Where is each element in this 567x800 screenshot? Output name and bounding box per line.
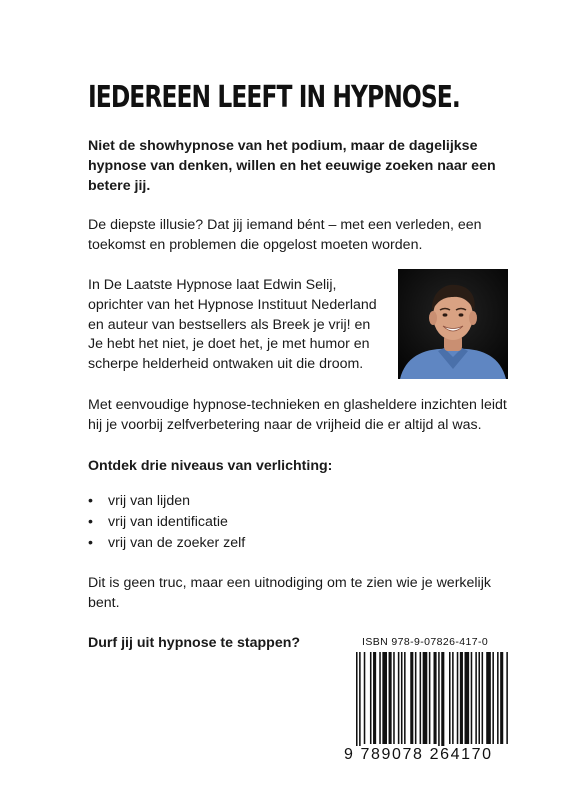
barcode-bar [465, 652, 470, 744]
barcode-digits: 9 789078 264170 [344, 746, 493, 763]
barcode-bar [415, 652, 417, 744]
author-portrait-image [398, 269, 508, 379]
barcode-bar [401, 652, 403, 744]
barcode-bar [438, 652, 440, 746]
barcode-bar [482, 652, 484, 744]
bullet-icon: • [88, 514, 93, 530]
barcode-bar [475, 652, 477, 744]
bullet-icon: • [88, 535, 93, 551]
list-item [88, 533, 245, 554]
list-item [88, 512, 245, 533]
barcode-bar [364, 652, 366, 744]
barcode-bar [506, 652, 508, 744]
levels-list [88, 491, 245, 554]
barcode-bar [393, 652, 395, 744]
barcode-bar [410, 652, 413, 744]
isbn-label: ISBN 978-9-07826-417-0 [362, 636, 489, 648]
list-item [88, 491, 245, 512]
barcode-bar [492, 652, 494, 744]
barcode-bars [344, 650, 512, 746]
barcode-bar [471, 652, 473, 744]
barcode-bar [359, 652, 361, 746]
barcode-bar [420, 652, 422, 744]
barcode-bar [370, 652, 372, 744]
barcode-bar [460, 652, 463, 744]
barcode-bar [478, 652, 480, 744]
barcode-bar [457, 652, 459, 744]
barcode-bar [449, 652, 451, 744]
barcode-bar [389, 652, 392, 744]
method-paragraph: Met eenvoudige hypnose-technieken en glasheldere inzichten leidt hij je voorbij zelfverbetering naar de vrijheid die er altijd al was. [88, 397, 507, 433]
list-item-text: vrij van identificatie [108, 514, 228, 530]
list-item-text: vrij van lijden [108, 493, 191, 509]
barcode-bar [379, 652, 381, 744]
headline: IEDEREEN LEEFT IN HYPNOSE. [88, 80, 460, 115]
barcode-bar [404, 652, 406, 744]
author-paragraph: In De Laatste Hypnose laat Edwin Selij, oprichter van het Hypnose Instituut Nederland en auteur van bestsellers als Breek je vrij! en Je hebt het niet, je doet het, je met humor en scherpe helderheid ontwaken uit die droom. [88, 277, 377, 373]
illusion-paragraph: De diepste illusie? Dat jij iemand bént – met een verleden, een toekomst en problemen die opgelost moeten worden. [88, 217, 482, 253]
intro-paragraph: Niet de showhypnose van het podium, maar de dagelijkse hypnose van denken, willen en het eeuwige zoeken naar een betere jij. [88, 138, 496, 194]
barcode-bar [373, 652, 376, 744]
barcode-bar [452, 652, 454, 744]
barcode-bar [434, 652, 437, 744]
barcode-bar [429, 652, 431, 744]
barcode-bar [500, 652, 503, 744]
barcode-bar [356, 652, 358, 746]
barcode-bar [398, 652, 400, 744]
barcode-bar [441, 652, 444, 746]
discover-heading: Ontdek drie niveaus van verlichting: [88, 458, 333, 474]
barcode-bar [486, 652, 491, 744]
list-item-text: vrij van de zoeker zelf [108, 535, 246, 551]
barcode-bar [382, 652, 387, 744]
question-paragraph: Durf jij uit hypnose te stappen? [88, 635, 301, 651]
bullet-icon: • [88, 493, 93, 509]
author-photo [398, 269, 508, 379]
barcode-bar [497, 652, 499, 744]
invite-paragraph: Dit is geen truc, maar een uitnodiging om te zien wie je werkelijk bent. [88, 575, 491, 611]
barcode-bar [423, 652, 428, 744]
